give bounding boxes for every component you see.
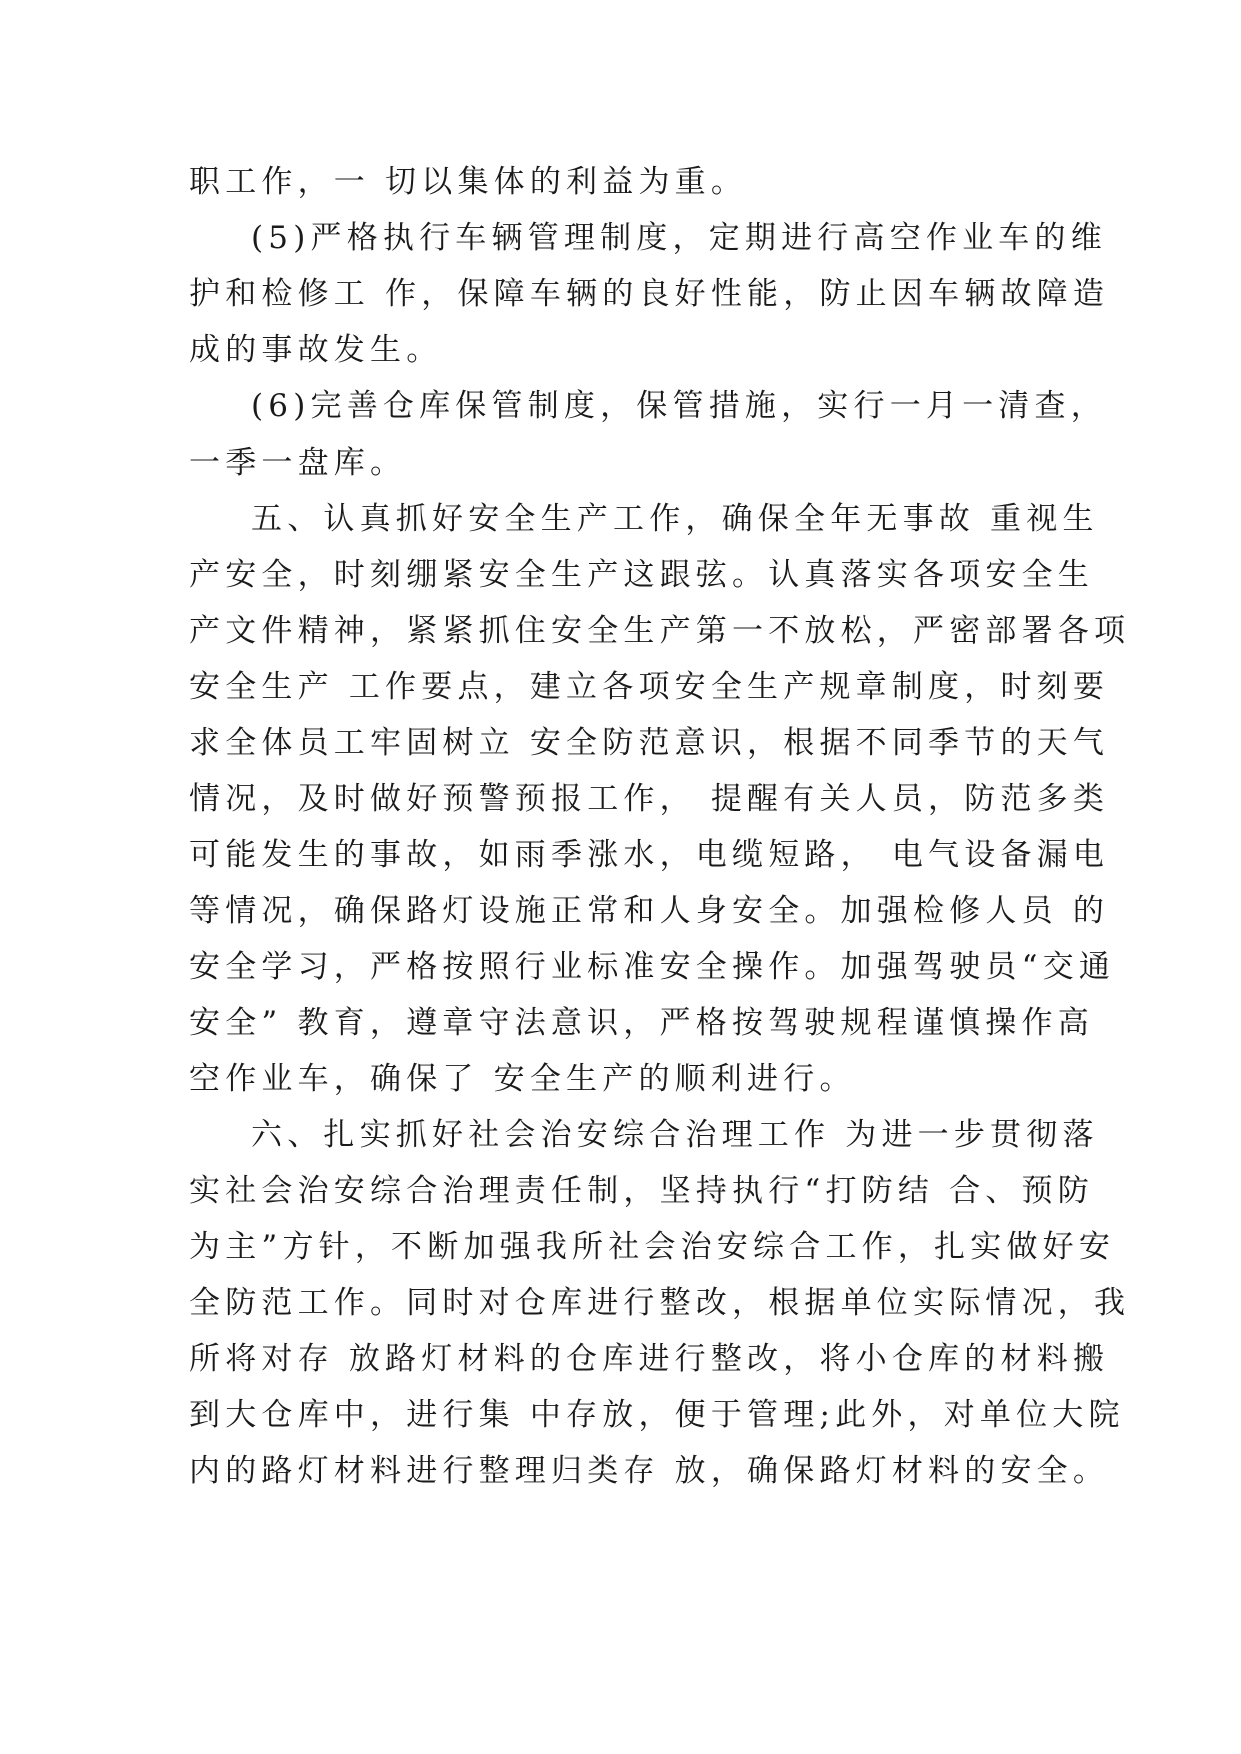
- text-line: 空作业车，确保了 安全生产的顺利进行。: [189, 1061, 856, 1097]
- text-line: 安全” 教育，遵章守法意识，严格按驾驶规程谨慎操作高: [189, 1005, 1094, 1041]
- text-line: 全防范工作。同时对仓库进行整改，根据单位实际情况，我: [189, 1285, 1131, 1321]
- text-line: 等情况，确保路灯设施正常和人身安全。加强检修人员 的: [189, 893, 1110, 929]
- text-line: 为主”方针，不断加强我所社会治安综合工作，扎实做好安: [189, 1229, 1116, 1265]
- text-line: 到大仓库中，进行集 中存放，便于管理;此外，对单位大院: [189, 1397, 1125, 1433]
- text-line: 可能发生的事故，如雨季涨水，电缆短路， 电气设备漏电: [189, 837, 1110, 873]
- text-line: 安全生产 工作要点，建立各项安全生产规章制度，时刻要: [189, 669, 1110, 705]
- text-line: 产文件精神，紧紧抓住安全生产第一不放松，严密部署各项: [189, 613, 1131, 649]
- text-line: (6)完善仓库保管制度，保管措施，实行一月一清查，: [251, 388, 1107, 424]
- text-line: 护和检修工 作，保障车辆的良好性能，防止因车辆故障造: [189, 276, 1110, 312]
- text-line: 所将对存 放路灯材料的仓库进行整改，将小仓库的材料搬: [189, 1341, 1110, 1377]
- text-line: 职工作，一 切以集体的利益为重。: [189, 164, 748, 200]
- text-line: 实社会治安综合治理责任制，坚持执行“打防结 合、预防: [189, 1173, 1094, 1209]
- text-line: 成的事故发生。: [189, 332, 443, 368]
- text-line: 求全体员工牢固树立 安全防范意识，根据不同季节的天气: [189, 725, 1110, 761]
- text-line: (5)严格执行车辆管理制度，定期进行高空作业车的维: [251, 220, 1107, 256]
- text-line: 六、扎实抓好社会治安综合治理工作 为进一步贯彻落: [251, 1117, 1099, 1153]
- text-line: 安全学习，严格按照行业标准安全操作。加强驾驶员“交通: [189, 949, 1116, 985]
- text-line: 内的路灯材料进行整理归类存 放，确保路灯材料的安全。: [189, 1453, 1110, 1489]
- text-line: 五、认真抓好安全生产工作，确保全年无事故 重视生: [251, 501, 1099, 537]
- text-line: 产安全，时刻绷紧安全生产这跟弦。认真落实各项安全生: [189, 557, 1094, 593]
- text-line: 一季一盘库。: [189, 445, 407, 481]
- text-line: 情况，及时做好预警预报工作， 提醒有关人员，防范多类: [189, 781, 1110, 817]
